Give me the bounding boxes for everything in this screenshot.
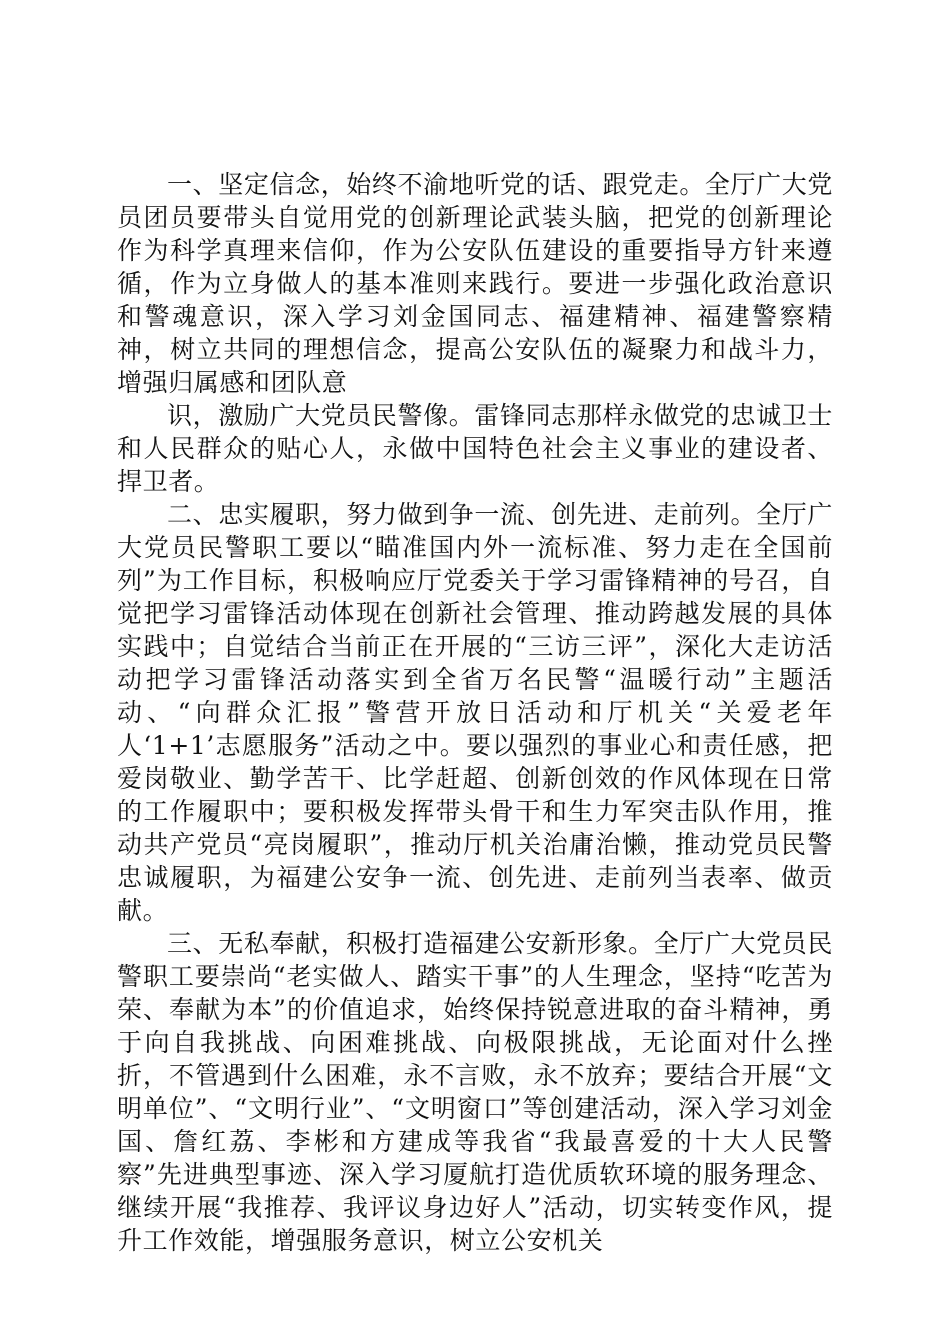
document-body: [117, 168, 833, 1257]
paragraph-1: 一、坚定信念，始终不渝地听党的话、跟党走。全厅广大党员团员要带头自觉用党的创新理论武装头脑，把党的创新理论作为科学真理来信仰，作为公安队伍建设的重要指导方针来遵循，作为立身做人的基本准则来践行。要进一步强化政治意识和警魂意识，深入学习刘金国同志、福建精神、福建警察精神，树立共同的理想信念，提高公安队伍的凝聚力和战斗力，增强归属感和团队意: [117, 170, 833, 397]
paragraph-3: 二、忠实履职，努力做到争一流、创先进、走前列。全厅广大党员民警职工要以“瞄准国内外一流标准、努力走在全国前列”为工作目标，积极响应厅党委关于学习雷锋精神的号召，自觉把学习雷锋活动体现在创新社会管理、推动跨越发展的具体实践中；自觉结合当前正在开展的“三访三评”，深化大走访活动把学习雷锋活动落实到全省万名民警“温暖行动”主题活动、“向群众汇报”警营开放日活动和厅机关“关爱老年人‘1+1’志愿服务”活动之中。要以强烈的事业心和责任感，把爱岗敬业、勤学苦干、比学赶超、创新创效的作风体现在日常的工作履职中；要积极发挥带头骨干和生力军突击队作用，推动共产党员“亮岗履职”，推动厅机关治庸治懒，推动党员民警忠诚履职，为福建公安争一流、创先进、走前列当表率、做贡献。: [117, 500, 833, 925]
paragraph-2: 识，激励广大党员民警像。雷锋同志那样永做党的忠诚卫士和人民群众的贴心人，永做中国特色社会主义事业的建设者、捍卫者。: [117, 401, 833, 496]
paragraph-4: 三、无私奉献，积极打造福建公安新形象。全厅广大党员民警职工要崇尚“老实做人、踏实干事”的人生理念，坚持“吃苦为荣、奉献为本”的价值追求，始终保持锐意进取的奋斗精神，勇于向自我挑战、向困难挑战、向极限挑战，无论面对什么挫折，不管遇到什么困难，永不言败，永不放弃；要结合开展“文明单位”、“文明行业”、“文明窗口”等创建活动，深入学习刘金国、詹红荔、李彬和方建成等我省“我最喜爱的十大人民警察”先进典型事迹、深入学习厦航打造优质软环境的服务理念、继续开展“我推荐、我评议身边好人”活动，切实转变作风，提升工作效能，增强服务意识，树立公安机关: [117, 929, 833, 1255]
